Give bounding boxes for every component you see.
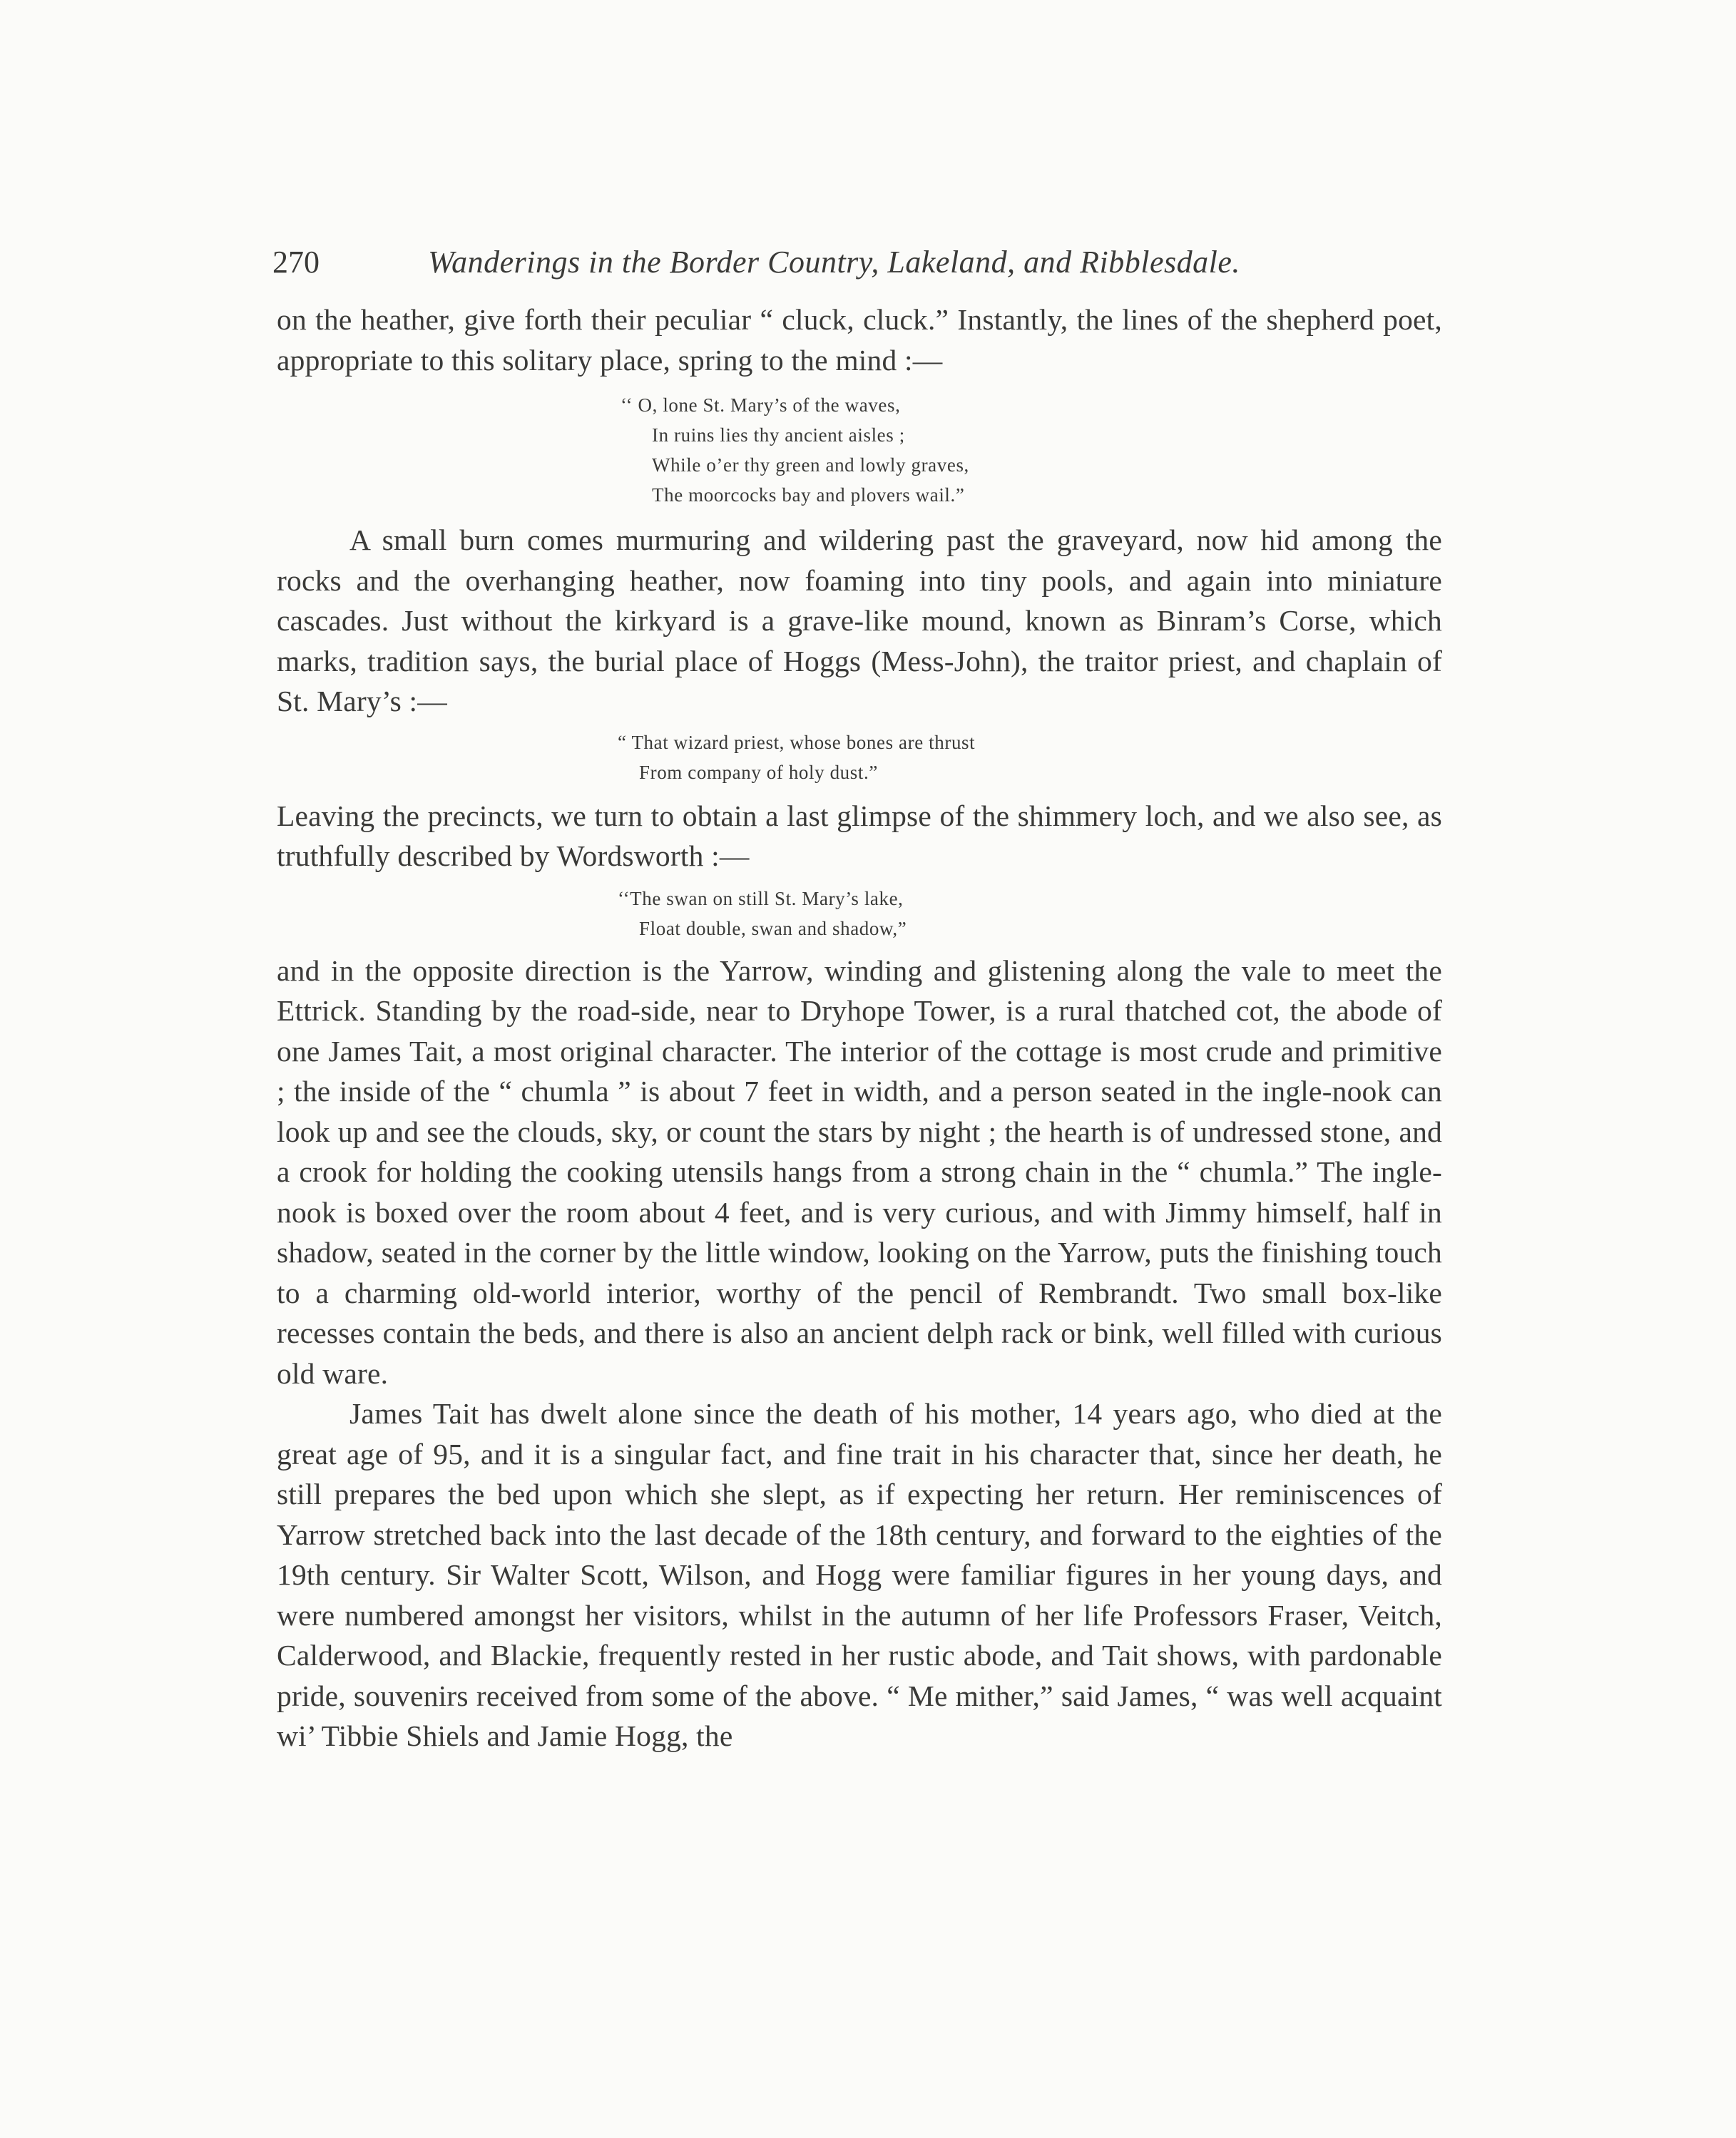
verse-wordsworth <box>277 884 1442 943</box>
running-title: Wanderings in the Border Country, Lakeland, and Ribblesdale. <box>428 245 1240 280</box>
verse-line: From company of holy dust.” <box>639 761 878 783</box>
verse-line: Float double, swan and shadow,” <box>639 917 907 939</box>
paragraph-4: and in the opposite direction is the Yarrow, winding and glistening along the vale to meet the Ettrick. Standing by the road-side, near to Dryhope Tower, is a rural thatched cot, the abode of one James Tait, a most original character. The interior of the cottage is most crude and primitive ; the inside of the “ chumla ” is about 7 feet in width, and a person seated in the ingle-nook can look up and see the clouds, sky, or count the stars by night ; the hearth is of undressed stone, and a crook for holding the cooking utensils hangs from a strong chain in the “ chumla.” The ingle-nook is boxed over the room about 4 feet, and is very curious, and with Jimmy himself, half in shadow, seated in the corner by the little window, looking on the Yarrow, puts the finishing touch to a charming old-world interior, worthy of the pencil of Rembrandt. Two small box-like recesses contain the beds, and there is also an ancient delph rack or bink, well filled with curious old ware. <box>277 953 1442 1390</box>
page-number: 270 <box>272 245 320 280</box>
paragraph-3: Leaving the precincts, we turn to obtain a last glimpse of the shimmery loch, and we also see, as truthfully described by Wordsworth :— <box>277 799 1442 872</box>
verse-line: While o’er thy green and lowly graves, <box>652 454 969 476</box>
paragraph-2: A small burn comes murmuring and wildering past the graveyard, now hid among the rocks and the overhanging heather, now foaming into tiny pools, and again into miniature cascades. Just without the kirkyard is a grave-like mound, known as Binram’s Corse, which marks, tradition says, the burial place of Hoggs (Mess-John), the traitor priest, and chaplain of St. Mary’s :— <box>277 523 1442 717</box>
body-text <box>277 300 1442 1756</box>
verse-st-marys <box>277 390 1442 510</box>
verse-line: ‘‘ O, lone St. Mary’s of the waves, <box>621 394 901 416</box>
verse-line: ‘‘The swan on still St. Mary’s lake, <box>618 887 904 909</box>
running-head <box>272 241 1307 284</box>
verse-line: The moorcocks bay and plovers wail.” <box>652 484 965 506</box>
paragraph-1: on the heather, give forth their peculiar “ cluck, cluck.” Instantly, the lines of the shepherd poet, appropriate to this solitary place, spring to the mind :— <box>277 303 1442 377</box>
verse-line: In ruins lies thy ancient aisles ; <box>652 424 905 446</box>
verse-line: “ That wizard priest, whose bones are thrust <box>618 731 976 753</box>
verse-wizard-priest <box>277 727 1442 787</box>
paragraph-5: James Tait has dwelt alone since the death of his mother, 14 years ago, who died at the great age of 95, and it is a singular fact, and fine trait in his character that, since her death, he still prepares the bed upon which she slept, as if expecting her return. Her reminiscences of Yarrow stretched back into the last decade of the 18th century, and forward to the eighties of the 19th century. Sir Walter Scott, Wilson, and Hogg were familiar figures in her young days, and were numbered amongst her visitors, whilst in the autumn of her life Professors Fraser, Veitch, Calderwood, and Blackie, frequently rested in her rustic abode, and Tait shows, with pardonable pride, souvenirs received from some of the above. “ Me mither,” said James, “ was well acquaint wi’ Tibbie Shiels and Jamie Hogg, the <box>277 1397 1442 1752</box>
